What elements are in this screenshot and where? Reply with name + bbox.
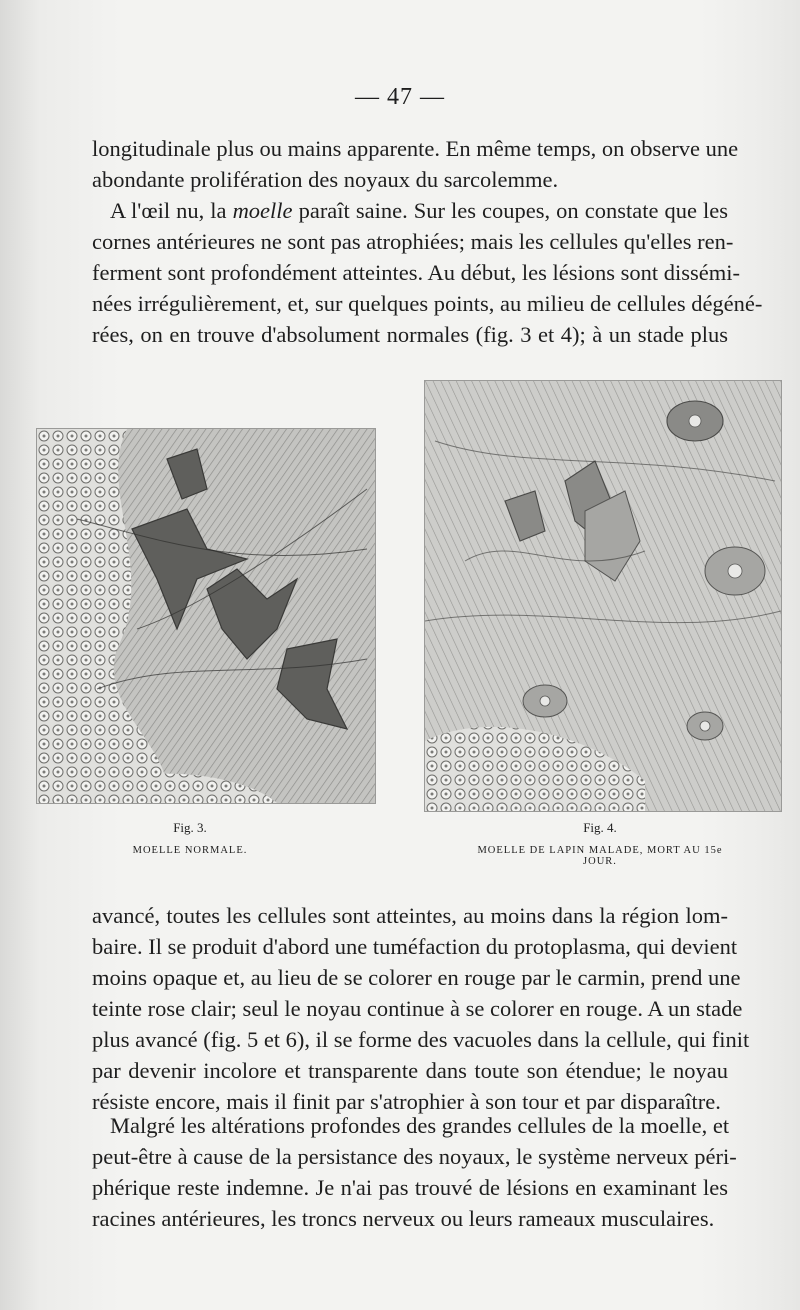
emphasis-moelle: moelle [232, 198, 293, 223]
text-line: racines antérieures, les troncs nerveux ou leurs rameaux musculaires. [92, 1206, 715, 1231]
text-fragment: A l'œil nu, la [110, 198, 233, 223]
text-line: avancé, toutes les cellules sont atteintes, au moins dans la région lom- [92, 903, 728, 928]
text-line: nées irrégulièrement, et, sur quelques points, au milieu de cellules dégéné- [92, 291, 763, 316]
page-number: — 47 — [355, 84, 445, 110]
text-line: cornes antérieures ne sont pas atrophiées; mais les cellules qu'elles ren- [92, 229, 734, 254]
text-line: longitudinale plus ou mains apparente. En même temps, on observe une [92, 136, 739, 161]
paragraph-1 [92, 133, 763, 350]
engraving-normal-cord [37, 429, 375, 803]
figure-3-engraving [36, 428, 376, 804]
text-line: plus avancé (fig. 5 et 6), il se forme des vacuoles dans la cellule, qui finit [92, 1027, 750, 1052]
text-line [92, 195, 728, 226]
figure-3-caption [100, 820, 280, 856]
figure-title: MOELLE NORMALE. [132, 845, 248, 856]
figure-4-caption [470, 820, 730, 867]
text-fragment: paraît saine. Sur les coupes, on constate que les [292, 198, 728, 223]
text-line: abondante prolifération des noyaux du sarcolemme. [92, 167, 559, 192]
text-line: phérique reste indemne. Je n'ai pas trouvé de lésions en examinant les [92, 1175, 728, 1200]
text-line: par devenir incolore et transparente dans toute son étendue; le noyau [92, 1058, 728, 1083]
figure-4-engraving [424, 380, 782, 812]
paragraph-3 [92, 1110, 737, 1234]
text-line: résiste encore, mais il finit par s'atrophier à son tour et par disparaître. [92, 1089, 721, 1114]
text-line: Malgré les altérations profondes des grandes cellules de la moelle, et [110, 1113, 730, 1138]
figure-number: Fig. 3. [173, 820, 207, 835]
figure-number: Fig. 4. [583, 820, 617, 835]
text-line: ferment sont profondément atteintes. Au début, les lésions sont dissémi- [92, 260, 741, 285]
figure-title: MOELLE DE LAPIN MALADE, MORT AU 15e JOUR. [477, 845, 723, 867]
text-line: baire. Il se produit d'abord une tuméfaction du protoplasma, qui devient [92, 934, 738, 959]
engraving-diseased-cord [425, 381, 781, 811]
paragraph-2 [92, 900, 750, 1117]
text-line: peut-être à cause de la persistance des noyaux, le système nerveux péri- [92, 1144, 737, 1169]
text-line: rées, on en trouve d'absolument normales (fig. 3 et 4); à un stade plus [92, 322, 728, 347]
text-line: teinte rose clair; seul le noyau continue à se colorer en rouge. A un stade [92, 996, 743, 1021]
text-line: moins opaque et, au lieu de se colorer en rouge par le carmin, prend une [92, 965, 741, 990]
